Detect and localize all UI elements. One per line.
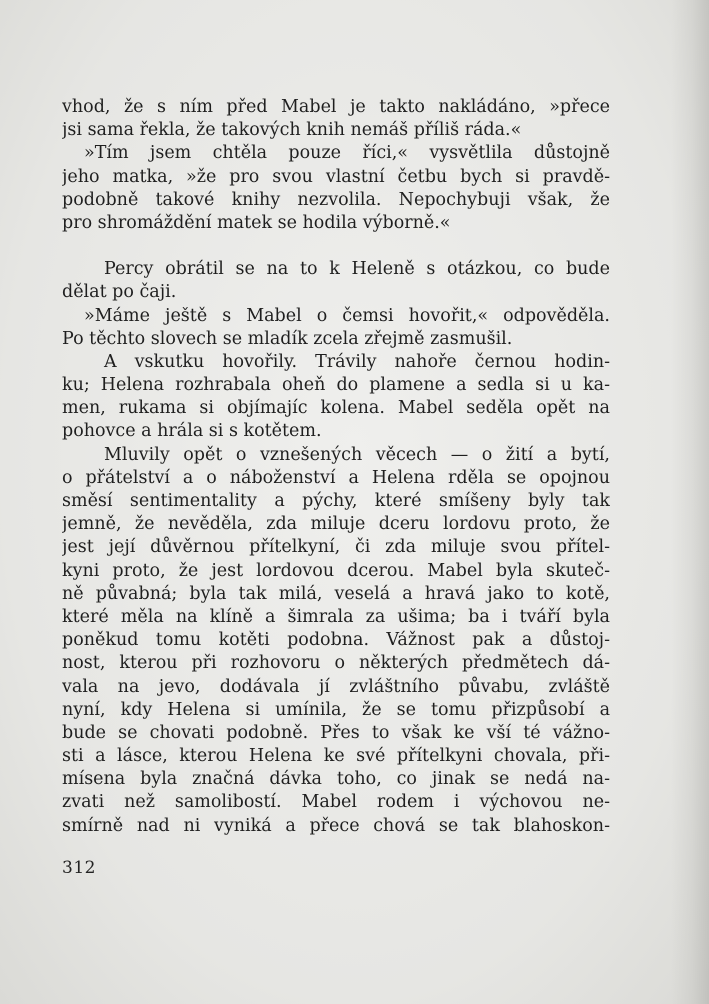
text-line: pohovce a hrála si s kotětem. — [62, 421, 322, 442]
text-line: »Máme ještě s Mabel o čemsi hovořit,« odpověděla. — [84, 305, 610, 326]
text-line: men, rukama si objímajíc kolena. Mabel seděla opět na — [62, 398, 610, 419]
text-line: vala na jevo, dodávala jí zvláštního půvabu, zvláště — [62, 676, 610, 697]
text-line: Percy obrátil se na to k Heleně s otázkou, co bude — [104, 259, 610, 280]
text-line: jeho matka, »že pro svou vlastní četbu bych si pravdě- — [62, 166, 610, 187]
text-line: bude se chovati podobně. Přes to však ke vší té vážno- — [62, 722, 610, 743]
text-line: jsi sama řekla, že takových knih nemáš příliš ráda.« — [62, 120, 522, 141]
text-line: jest její důvěrnou přítelkyní, či zda miluje svou přítel- — [62, 537, 610, 558]
text-line: mísena byla značná dávka toho, co jinak se nedá na- — [62, 769, 610, 790]
text-line: nyní, kdy Helena si umínila, že se tomu přizpůsobí a — [62, 699, 610, 720]
body-text — [62, 96, 610, 838]
text-line: pro shromáždění matek se hodila výborně.« — [62, 212, 451, 233]
paragraph-group-2 — [62, 258, 610, 838]
section-break — [62, 235, 610, 258]
text-line: které měla na klíně a šimrala za ušima; ba i tváří byla — [62, 606, 610, 627]
text-line: ně půvabná; byla tak milá, veselá a hravá jako to kotě, — [62, 583, 610, 604]
paragraph-group-1 — [62, 96, 610, 235]
page-number: 312 — [62, 858, 96, 878]
text-line: jemně, že nevěděla, zda miluje dceru lordovu proto, že — [62, 514, 610, 535]
text-line: »Tím jsem chtěla pouze říci,« vysvětlila důstojně — [84, 143, 610, 164]
text-line: vhod, že s ním před Mabel je takto nakládáno, »přece — [62, 97, 610, 117]
text-line: podobně takové knihy nezvolila. Nepochybuji však, že — [62, 189, 610, 210]
text-line: poněkud tomu kotěti podobna. Vážnost pak a důstoj- — [62, 630, 610, 651]
text-line: smírně nad ni vyniká a přece chová se tak blahoskon- — [62, 815, 610, 836]
text-line: nost, kterou při rozhovoru o některých předmětech dá- — [62, 653, 610, 674]
text-line: směsí sentimentality a pýchy, které smíšeny byly tak — [62, 491, 610, 511]
text-line: Mluvily opět o vznešených věcech — o žití a bytí, — [104, 444, 610, 465]
text-line: o přátelství a o náboženství a Helena rděla se opojnou — [62, 467, 610, 488]
text-line: A vskutku hovořily. Trávily nahoře černou hodin- — [104, 351, 610, 372]
text-line: Po těchto slovech se mladík zcela zřejmě zasmušil. — [62, 328, 513, 349]
text-line: dělat po čaji. — [62, 282, 177, 303]
text-line: ku; Helena rozhrabala oheň do plamene a sedla si u ka- — [62, 375, 610, 396]
text-line: kyni proto, že jest lordovou dcerou. Mabel byla skuteč- — [62, 560, 610, 581]
text-line: sti a lásce, kterou Helena ke své přítelkyni chovala, při- — [62, 746, 610, 767]
page-binding-shadow — [671, 0, 709, 1004]
text-line: zvati než samolibostí. Mabel rodem i výchovou ne- — [62, 792, 610, 813]
